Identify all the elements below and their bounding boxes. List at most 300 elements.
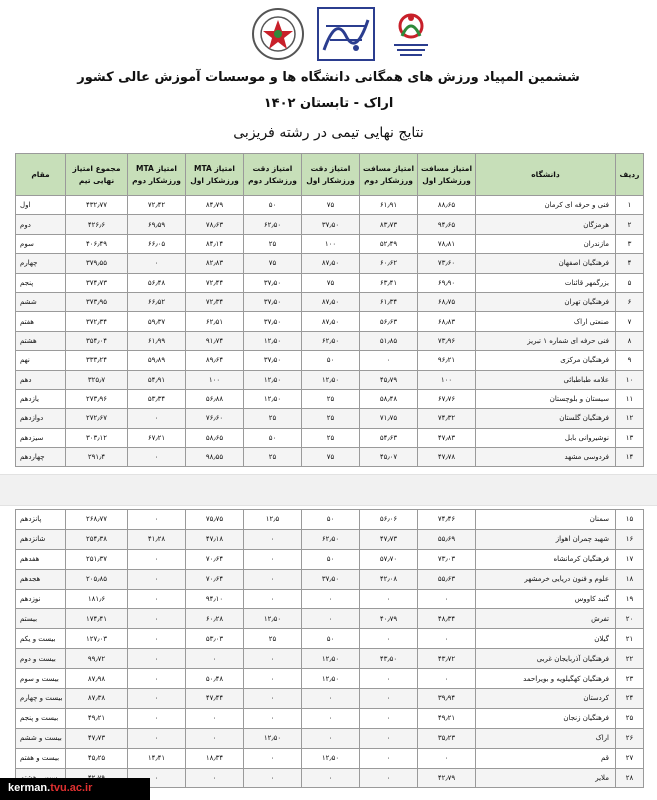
cell-accuracy-2: ۰ <box>244 549 302 569</box>
cell-mta-1: ۶۲٫۵۱ <box>186 312 244 331</box>
cell-mta-1: ۶۰٫۲۸ <box>186 609 244 629</box>
cell-distance-1: ۰ <box>418 669 476 689</box>
cell-mta-1: ۰ <box>186 728 244 748</box>
cell-distance-1: ۰ <box>418 629 476 649</box>
cell-mta-1: ۴۷٫۴۴ <box>186 689 244 709</box>
col-mta-1: امتیاز MTA ورزشکار اول <box>186 154 244 196</box>
cell-distance-1: ۷۸٫۸۱ <box>418 234 476 253</box>
page-break <box>0 474 657 506</box>
cell-total: ۳۲۵٫۷ <box>66 370 128 389</box>
table-row <box>16 273 644 292</box>
cell-university: فنی و حرفه ای کرمان <box>476 196 616 215</box>
cell-mta-2: ۱۴٫۴۱ <box>128 748 186 768</box>
cell-accuracy-2: ۵۰ <box>244 196 302 215</box>
cell-university: بزرگمهر قائنات <box>476 273 616 292</box>
cell-position: چهاردهم <box>16 448 66 467</box>
cell-mta-2: ۵۹٫۳۷ <box>128 312 186 331</box>
cell-university: فرهنگیان مرکزی <box>476 351 616 370</box>
cell-position: هفتم <box>16 312 66 331</box>
cell-university: فنی حرفه ای شماره ۱ تبریز <box>476 331 616 350</box>
cell-position: بیست و یکم <box>16 629 66 649</box>
cell-accuracy-2: ۱۲٫۵۰ <box>244 370 302 389</box>
cell-distance-1: ۶۹٫۹۰ <box>418 273 476 292</box>
cell-distance-1: ۱۰۰ <box>418 370 476 389</box>
cell-rank-no: ۳ <box>616 234 644 253</box>
cell-total: ۲۵۱٫۳۷ <box>66 549 128 569</box>
cell-rank-no: ۱۰ <box>616 370 644 389</box>
cell-rank-no: ۴ <box>616 254 644 273</box>
cell-mta-2: ۷۲٫۴۲ <box>128 196 186 215</box>
cell-total: ۴۷٫۷۳ <box>66 728 128 748</box>
cell-total: ۳۷۳٫۹۵ <box>66 292 128 311</box>
cell-total: ۱۸۱٫۶ <box>66 589 128 609</box>
cell-distance-2: ۶۳٫۴۱ <box>360 273 418 292</box>
cell-mta-2: ۰ <box>128 629 186 649</box>
cell-distance-2: ۴۵٫۰۷ <box>360 448 418 467</box>
cell-university: اراک <box>476 728 616 748</box>
cell-university: فرهنگیان تهران <box>476 292 616 311</box>
cell-university: مازندران <box>476 234 616 253</box>
cell-distance-1: ۰ <box>418 589 476 609</box>
cell-mta-2: ۵۳٫۳۴ <box>128 389 186 408</box>
cell-position: هفدهم <box>16 549 66 569</box>
cell-distance-1: ۴۷٫۸۳ <box>418 428 476 447</box>
table-row <box>16 510 644 530</box>
cell-distance-2: ۴۵٫۷۹ <box>360 370 418 389</box>
cell-distance-1: ۳۵٫۲۳ <box>418 728 476 748</box>
cell-rank-no: ۱۵ <box>616 510 644 530</box>
cell-rank-no: ۲۳ <box>616 669 644 689</box>
cell-mta-2: ۶۹٫۵۹ <box>128 215 186 234</box>
cell-distance-1: ۴۲٫۷۹ <box>418 768 476 788</box>
col-position: مقام <box>16 154 66 196</box>
cell-mta-2: ۰ <box>128 689 186 709</box>
cell-total: ۲۹۱٫۴ <box>66 448 128 467</box>
cell-rank-no: ۲۱ <box>616 629 644 649</box>
cell-mta-1: ۸۴٫۷۹ <box>186 196 244 215</box>
cell-total: ۱۲۷٫۰۳ <box>66 629 128 649</box>
table-row <box>16 196 644 215</box>
cell-mta-2: ۰ <box>128 549 186 569</box>
footer-site-suffix: tvu.ac.ir <box>50 782 93 794</box>
table-row <box>16 370 644 389</box>
footer-site-prefix: kerman. <box>8 782 51 794</box>
cell-position: سیزدهم <box>16 428 66 447</box>
cell-accuracy-2: ۰ <box>244 529 302 549</box>
cell-mta-2: ۰ <box>128 254 186 273</box>
cell-accuracy-2: ۰ <box>244 669 302 689</box>
cell-distance-1: ۶۷٫۷۶ <box>418 389 476 408</box>
cell-total: ۴۲۶٫۶ <box>66 215 128 234</box>
cell-distance-2: ۰ <box>360 629 418 649</box>
cell-position: بیست و چهارم <box>16 689 66 709</box>
cell-rank-no: ۲۰ <box>616 609 644 629</box>
cell-university: نوشیروانی بابل <box>476 428 616 447</box>
cell-mta-1: ۵۰٫۴۸ <box>186 669 244 689</box>
cell-position: بیست و پنجم <box>16 708 66 728</box>
logo-strip <box>0 6 657 64</box>
col-accuracy-1: امتیاز دقت ورزشکار اول <box>302 154 360 196</box>
cell-mta-2: ۶۶٫۵۲ <box>128 292 186 311</box>
cell-mta-1: ۰ <box>186 649 244 669</box>
cell-position: یازدهم <box>16 389 66 408</box>
table-row <box>16 689 644 709</box>
table-row <box>16 549 644 569</box>
cell-distance-1: ۸۸٫۶۵ <box>418 196 476 215</box>
cell-university: فرهنگیان اصفهان <box>476 254 616 273</box>
cell-rank-no: ۱ <box>616 196 644 215</box>
cell-accuracy-2: ۰ <box>244 689 302 709</box>
cell-mta-2: ۵۴٫۹۱ <box>128 370 186 389</box>
cell-total: ۴۵٫۲۵ <box>66 748 128 768</box>
cell-total: ۳۳۳٫۲۴ <box>66 351 128 370</box>
cell-distance-1: ۶۸٫۷۵ <box>418 292 476 311</box>
cell-distance-2: ۴۲٫۰۸ <box>360 569 418 589</box>
cell-rank-no: ۱۴ <box>616 448 644 467</box>
col-mta-2: امتیاز MTA ورزشکار دوم <box>128 154 186 196</box>
cell-distance-1: ۹۶٫۲۱ <box>418 351 476 370</box>
cell-position: شانزدهم <box>16 529 66 549</box>
cell-mta-2: ۰ <box>128 768 186 788</box>
cell-accuracy-2: ۱۲٫۵۰ <box>244 389 302 408</box>
cell-position: نوزدهم <box>16 589 66 609</box>
cell-distance-1: ۷۴٫۳۲ <box>418 409 476 428</box>
cell-mta-2: ۰ <box>128 609 186 629</box>
cell-distance-1: ۴۷٫۷۸ <box>418 448 476 467</box>
cell-accuracy-1: ۱۲٫۵۰ <box>302 669 360 689</box>
cell-distance-2: ۵۶٫۶۳ <box>360 312 418 331</box>
cell-accuracy-2: ۱۲٫۵ <box>244 510 302 530</box>
cell-total: ۳۷۹٫۵۵ <box>66 254 128 273</box>
table-row <box>16 312 644 331</box>
cell-university: هرمزگان <box>476 215 616 234</box>
cell-distance-1: ۵۵٫۶۹ <box>418 529 476 549</box>
cell-accuracy-2: ۰ <box>244 649 302 669</box>
cell-accuracy-1: ۶۲٫۵۰ <box>302 529 360 549</box>
cell-position: بیست و هفتم <box>16 748 66 768</box>
cell-accuracy-1: ۷۵ <box>302 196 360 215</box>
cell-distance-2: ۶۱٫۳۴ <box>360 292 418 311</box>
cell-mta-1: ۰ <box>186 708 244 728</box>
cell-rank-no: ۱۱ <box>616 389 644 408</box>
cell-total: ۸۷٫۳۸ <box>66 689 128 709</box>
cell-total: ۲۷۳٫۹۶ <box>66 389 128 408</box>
cell-position: دوازدهم <box>16 409 66 428</box>
cell-position: نهم <box>16 351 66 370</box>
cell-rank-no: ۲ <box>616 215 644 234</box>
cell-position: پانزدهم <box>16 510 66 530</box>
cell-mta-2: ۶۱٫۹۹ <box>128 331 186 350</box>
cell-mta-2: ۰ <box>128 409 186 428</box>
cell-total: ۲۵۴٫۳۸ <box>66 529 128 549</box>
cell-mta-1: ۷۲٫۳۴ <box>186 292 244 311</box>
cell-rank-no: ۲۷ <box>616 748 644 768</box>
olympiad-calligraphy-logo <box>316 6 376 62</box>
table-row <box>16 234 644 253</box>
table-row <box>16 292 644 311</box>
cell-position: بیست و ششم <box>16 728 66 748</box>
cell-distance-2: ۶۰٫۶۲ <box>360 254 418 273</box>
cell-distance-1: ۷۳٫۶۰ <box>418 254 476 273</box>
event-location: اراک - تابستان ۱۴۰۲ <box>263 96 394 111</box>
cell-university: ملایر <box>476 768 616 788</box>
col-distance-1: امتیاز مسافت ورزشکار اول <box>418 154 476 196</box>
cell-distance-2: ۸۳٫۷۳ <box>360 215 418 234</box>
cell-accuracy-2: ۱۲٫۵۰ <box>244 609 302 629</box>
cell-accuracy-2: ۳۷٫۵۰ <box>244 292 302 311</box>
cell-position: بیست و سوم <box>16 669 66 689</box>
cell-mta-1: ۸۴٫۱۴ <box>186 234 244 253</box>
cell-rank-no: ۲۴ <box>616 689 644 709</box>
cell-university: علوم و فنون دریایی خرمشهر <box>476 569 616 589</box>
cell-distance-1: ۴۳٫۷۲ <box>418 649 476 669</box>
cell-university: تفرش <box>476 609 616 629</box>
cell-accuracy-2: ۱۲٫۵۰ <box>244 728 302 748</box>
table-row <box>16 748 644 768</box>
col-total: مجموع امتیاز نهایی تیم <box>66 154 128 196</box>
cell-accuracy-2: ۲۵ <box>244 409 302 428</box>
cell-accuracy-1: ۷۵ <box>302 448 360 467</box>
cell-rank-no: ۲۸ <box>616 768 644 788</box>
cell-rank-no: ۸ <box>616 331 644 350</box>
cell-university: فردوسی مشهد <box>476 448 616 467</box>
cell-mta-2: ۴۱٫۲۸ <box>128 529 186 549</box>
cell-mta-1: ۴۷٫۱۸ <box>186 529 244 549</box>
results-table-bottom <box>15 509 644 788</box>
cell-mta-1: ۷۸٫۶۳ <box>186 215 244 234</box>
cell-university: فرهنگیان گلستان <box>476 409 616 428</box>
cell-rank-no: ۵ <box>616 273 644 292</box>
sports-emblem-logo <box>250 6 306 62</box>
cell-mta-1: ۹۸٫۵۵ <box>186 448 244 467</box>
cell-distance-2: ۵۸٫۴۸ <box>360 389 418 408</box>
cell-position: ششم <box>16 292 66 311</box>
cell-accuracy-1: ۱۰۰ <box>302 234 360 253</box>
cell-accuracy-1: ۲۵ <box>302 409 360 428</box>
cell-distance-2: ۵۴٫۶۳ <box>360 428 418 447</box>
cell-mta-1: ۵۸٫۶۵ <box>186 428 244 447</box>
cell-position: هجدهم <box>16 569 66 589</box>
cell-accuracy-2: ۰ <box>244 569 302 589</box>
cell-university: فرهنگیان زنجان <box>476 708 616 728</box>
cell-accuracy-2: ۰ <box>244 748 302 768</box>
cell-total: ۳۷۴٫۷۳ <box>66 273 128 292</box>
cell-total: ۳۷۲٫۳۴ <box>66 312 128 331</box>
cell-accuracy-2: ۶۲٫۵۰ <box>244 215 302 234</box>
cell-accuracy-1: ۰ <box>302 768 360 788</box>
cell-accuracy-2: ۱۲٫۵۰ <box>244 331 302 350</box>
cell-mta-2: ۰ <box>128 649 186 669</box>
cell-mta-2: ۶۷٫۲۱ <box>128 428 186 447</box>
cell-accuracy-1: ۰ <box>302 609 360 629</box>
cell-position: اول <box>16 196 66 215</box>
cell-accuracy-2: ۲۵ <box>244 234 302 253</box>
cell-distance-2: ۰ <box>360 351 418 370</box>
cell-distance-2: ۵۷٫۷۰ <box>360 549 418 569</box>
table-row <box>16 409 644 428</box>
table-row <box>16 629 644 649</box>
cell-distance-2: ۷۱٫۷۵ <box>360 409 418 428</box>
cell-total: ۲۷۲٫۶۷ <box>66 409 128 428</box>
cell-accuracy-1: ۰ <box>302 708 360 728</box>
cell-rank-no: ۲۵ <box>616 708 644 728</box>
cell-mta-1: ۷۰٫۶۴ <box>186 549 244 569</box>
col-distance-2: امتیاز مسافت ورزشکار دوم <box>360 154 418 196</box>
cell-accuracy-1: ۳۷٫۵۰ <box>302 215 360 234</box>
cell-accuracy-1: ۰ <box>302 689 360 709</box>
footer-site-link[interactable] <box>0 778 150 800</box>
cell-distance-1: ۵۵٫۶۳ <box>418 569 476 589</box>
cell-university: قم <box>476 748 616 768</box>
cell-university: گیلان <box>476 629 616 649</box>
cell-distance-1: ۹۴٫۶۵ <box>418 215 476 234</box>
cell-mta-2: ۶۶٫۰۵ <box>128 234 186 253</box>
cell-mta-1: ۷۶٫۶۰ <box>186 409 244 428</box>
cell-accuracy-2: ۵۰ <box>244 428 302 447</box>
cell-accuracy-2: ۳۷٫۵۰ <box>244 312 302 331</box>
cell-accuracy-1: ۵۰ <box>302 549 360 569</box>
cell-university: فرهنگیان آذربایجان غربی <box>476 649 616 669</box>
page-title: ششمین المپیاد ورزش های همگانی دانشگاه ها و موسسات آموزش عالی کشور <box>77 70 580 85</box>
table-header-row <box>16 154 644 196</box>
cell-position: بیست و دوم <box>16 649 66 669</box>
cell-rank-no: ۱۹ <box>616 589 644 609</box>
cell-distance-2: ۰ <box>360 748 418 768</box>
cell-mta-1: ۷۵٫۷۵ <box>186 510 244 530</box>
cell-accuracy-1: ۵۰ <box>302 510 360 530</box>
cell-rank-no: ۱۶ <box>616 529 644 549</box>
cell-mta-1: ۵۶٫۸۸ <box>186 389 244 408</box>
cell-distance-1: ۶۸٫۸۳ <box>418 312 476 331</box>
cell-university: علامه طباطبائی <box>476 370 616 389</box>
table-row <box>16 215 644 234</box>
cell-position: سوم <box>16 234 66 253</box>
cell-total: ۱۷۴٫۴۱ <box>66 609 128 629</box>
cell-position: بیستم <box>16 609 66 629</box>
cell-mta-1: ۱۰۰ <box>186 370 244 389</box>
cell-university: سیستان و بلوچستان <box>476 389 616 408</box>
cell-mta-2: ۰ <box>128 569 186 589</box>
cell-total: ۸۷٫۹۸ <box>66 669 128 689</box>
cell-rank-no: ۱۲ <box>616 409 644 428</box>
cell-university: فرهنگیان کهگیلویه و بویراحمد <box>476 669 616 689</box>
table-row <box>16 728 644 748</box>
cell-distance-2: ۰ <box>360 728 418 748</box>
cell-university: فرهنگیان کرمانشاه <box>476 549 616 569</box>
cell-distance-1: ۴۹٫۲۱ <box>418 708 476 728</box>
ministry-logo <box>388 6 434 62</box>
cell-total: ۳۵۴٫۰۴ <box>66 331 128 350</box>
cell-total: ۳۰۳٫۱۲ <box>66 428 128 447</box>
cell-total: ۲۰۵٫۸۵ <box>66 569 128 589</box>
cell-mta-1: ۷۰٫۶۴ <box>186 569 244 589</box>
col-accuracy-2: امتیاز دقت ورزشکار دوم <box>244 154 302 196</box>
cell-distance-2: ۴۷٫۷۳ <box>360 529 418 549</box>
table-row <box>16 428 644 447</box>
cell-mta-2: ۰ <box>128 510 186 530</box>
cell-accuracy-2: ۳۷٫۵۰ <box>244 351 302 370</box>
cell-distance-2: ۰ <box>360 708 418 728</box>
cell-accuracy-2: ۰ <box>244 708 302 728</box>
cell-distance-2: ۴۰٫۷۹ <box>360 609 418 629</box>
cell-total: ۴۳۲٫۷۷ <box>66 196 128 215</box>
cell-university: کردستان <box>476 689 616 709</box>
col-university: دانشگاه <box>476 154 616 196</box>
cell-accuracy-1: ۶۲٫۵۰ <box>302 331 360 350</box>
table-row <box>16 529 644 549</box>
cell-distance-1: ۷۴٫۴۶ <box>418 510 476 530</box>
cell-accuracy-2: ۷۵ <box>244 254 302 273</box>
cell-distance-2: ۰ <box>360 768 418 788</box>
cell-rank-no: ۱۳ <box>616 428 644 447</box>
cell-mta-2: ۵۶٫۴۸ <box>128 273 186 292</box>
cell-distance-1: ۷۳٫۹۶ <box>418 331 476 350</box>
cell-accuracy-1: ۸۷٫۵۰ <box>302 254 360 273</box>
table-row <box>16 669 644 689</box>
cell-mta-1: ۸۹٫۶۴ <box>186 351 244 370</box>
col-rank-no: ردیف <box>616 154 644 196</box>
cell-distance-2: ۰ <box>360 689 418 709</box>
cell-accuracy-1: ۸۷٫۵۰ <box>302 312 360 331</box>
table-row <box>16 331 644 350</box>
cell-distance-1: ۳۹٫۹۴ <box>418 689 476 709</box>
cell-mta-1: ۷۲٫۴۴ <box>186 273 244 292</box>
cell-accuracy-1: ۸۷٫۵۰ <box>302 292 360 311</box>
cell-mta-2: ۰ <box>128 708 186 728</box>
cell-position: دوم <box>16 215 66 234</box>
page-subtitle: نتایج نهایی تیمی در رشته فریزبی <box>233 125 424 141</box>
cell-rank-no: ۶ <box>616 292 644 311</box>
cell-distance-2: ۴۳٫۵۰ <box>360 649 418 669</box>
cell-distance-2: ۰ <box>360 669 418 689</box>
cell-accuracy-1: ۵۰ <box>302 351 360 370</box>
table-row <box>16 389 644 408</box>
cell-position: پنجم <box>16 273 66 292</box>
cell-mta-1: ۹۴٫۱۰ <box>186 589 244 609</box>
cell-accuracy-1: ۱۲٫۵۰ <box>302 370 360 389</box>
cell-accuracy-2: ۲۵ <box>244 629 302 649</box>
cell-position: هشتم <box>16 331 66 350</box>
cell-mta-2: ۵۹٫۸۹ <box>128 351 186 370</box>
cell-rank-no: ۲۲ <box>616 649 644 669</box>
cell-mta-1: ۸۲٫۸۳ <box>186 254 244 273</box>
cell-distance-1: ۷۳٫۰۳ <box>418 549 476 569</box>
cell-total: ۲۶۸٫۷۷ <box>66 510 128 530</box>
cell-distance-2: ۵۱٫۸۵ <box>360 331 418 350</box>
cell-accuracy-1: ۱۲٫۵۰ <box>302 649 360 669</box>
cell-accuracy-2: ۲۵ <box>244 448 302 467</box>
cell-accuracy-2: ۰ <box>244 589 302 609</box>
cell-total: ۴۹٫۲۱ <box>66 708 128 728</box>
cell-accuracy-1: ۷۵ <box>302 273 360 292</box>
cell-distance-1: ۰ <box>418 748 476 768</box>
table-row <box>16 649 644 669</box>
cell-distance-2: ۵۶٫۰۶ <box>360 510 418 530</box>
cell-position: دهم <box>16 370 66 389</box>
cell-distance-2: ۰ <box>360 589 418 609</box>
cell-distance-1: ۴۸٫۳۴ <box>418 609 476 629</box>
cell-university: سمنان <box>476 510 616 530</box>
cell-accuracy-1: ۰ <box>302 728 360 748</box>
cell-university: گنبد کاووس <box>476 589 616 609</box>
table-row <box>16 708 644 728</box>
cell-mta-2: ۰ <box>128 589 186 609</box>
cell-rank-no: ۱۷ <box>616 549 644 569</box>
cell-position: چهارم <box>16 254 66 273</box>
cell-mta-2: ۰ <box>128 669 186 689</box>
cell-rank-no: ۷ <box>616 312 644 331</box>
cell-distance-2: ۵۲٫۴۹ <box>360 234 418 253</box>
